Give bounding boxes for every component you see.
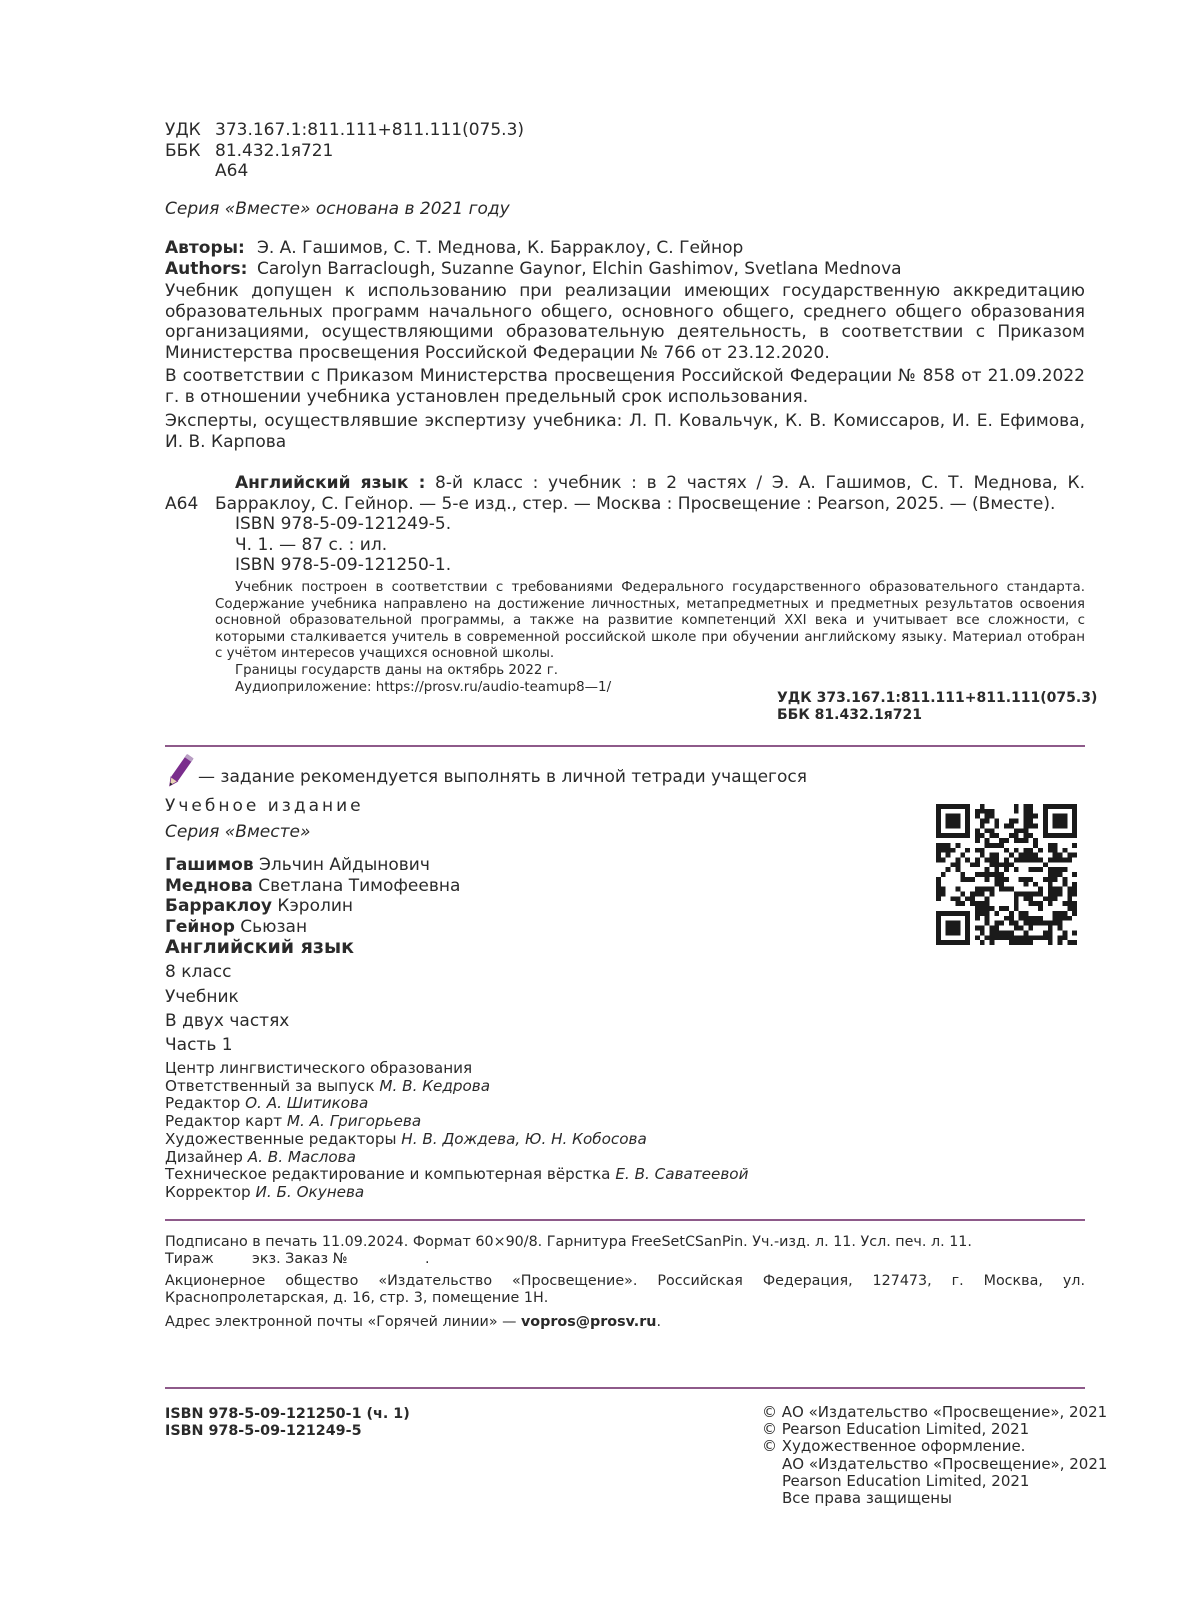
credit-person: Е. В. Саватеевой bbox=[615, 1165, 749, 1184]
credit-person: И. Б. Окунева bbox=[255, 1182, 365, 1201]
credit-row bbox=[165, 1060, 748, 1078]
credit-role: Художественные редакторы bbox=[165, 1129, 397, 1148]
credit-person: М. В. Кедрова bbox=[379, 1076, 491, 1095]
credit-role: Редактор карт bbox=[165, 1112, 283, 1131]
catalog-part: Ч. 1. — 87 с. : ил. bbox=[235, 534, 388, 555]
authors-block bbox=[165, 238, 1085, 279]
credit-row bbox=[165, 1131, 748, 1149]
imprint-tirazh: Тираж bbox=[165, 1251, 214, 1267]
credit-row bbox=[165, 1184, 748, 1202]
author-mark: А64 bbox=[215, 161, 249, 181]
catalog-audio: Аудиоприложение: https://prosv.ru/audio-teamup8—1/ bbox=[235, 680, 612, 695]
credit-person: Н. В. Дождева, Ю. Н. Кобосова bbox=[401, 1129, 647, 1148]
copyright-line: © АО «Издательство «Просвещение», 2021 bbox=[762, 1403, 1108, 1421]
experts-paragraph: Эксперты, осуществлявшие экспертизу учебника: Л. П. Ковальчук, К. В. Комиссаров, И. Е. Ефимова, И. В. Карпова bbox=[165, 411, 1085, 452]
imprint-ekz: экз. Заказ № bbox=[252, 1251, 348, 1267]
author-surname: Меднова bbox=[165, 875, 253, 896]
credit-person: М. А. Григорьева bbox=[286, 1112, 422, 1131]
divider-2 bbox=[165, 1219, 1085, 1221]
catalog-title bbox=[215, 473, 1085, 514]
credit-role: Техническое редактирование и компьютерная вёрстка bbox=[165, 1165, 611, 1184]
qr-code bbox=[936, 804, 1077, 945]
bbk-value: 81.432.1я721 bbox=[215, 140, 334, 161]
edition-parts: В двух частях bbox=[165, 1011, 290, 1031]
credit-role: Дизайнер bbox=[165, 1147, 243, 1166]
credit-role: Центр лингвистического образования bbox=[165, 1059, 473, 1077]
edition-type: Учебник bbox=[165, 987, 239, 1007]
authors-label: Авторы: bbox=[165, 238, 245, 258]
edition-author-row bbox=[165, 917, 460, 938]
copyright-line: © Художественное оформление. bbox=[762, 1437, 1026, 1456]
credit-role: Редактор bbox=[165, 1094, 241, 1113]
credit-role: Ответственный за выпуск bbox=[165, 1076, 375, 1095]
credit-row bbox=[165, 1166, 748, 1184]
author-surname: Гашимов bbox=[165, 855, 254, 875]
author-name: Кэролин bbox=[277, 896, 354, 916]
authors-value: Э. А. Гашимов, С. Т. Меднова, К. Барраклоу, С. Гейнор bbox=[257, 238, 744, 258]
author-surname: Гейнор bbox=[165, 916, 235, 937]
copyright-line: Pearson Education Limited, 2021 bbox=[782, 1471, 1030, 1490]
credit-person: А. В. Маслова bbox=[247, 1147, 356, 1166]
series-founded: Серия «Вместе» основана в 2021 году bbox=[165, 199, 510, 219]
author-name: Сьюзан bbox=[240, 916, 308, 937]
udk-label: УДК bbox=[165, 120, 201, 140]
approval-paragraph: Учебник допущен к использованию при реализации имеющих государственную аккредитацию образовательных программ начального общего, основного общего, среднего общего образования организациями, осуществляющими образовательную деятельность, в соответствии с Приказом Министерства просвещения Российской Федерации № 766 от 23.12.2020. bbox=[165, 281, 1085, 363]
edition-series: Серия «Вместе» bbox=[165, 822, 311, 842]
credit-row bbox=[165, 1149, 748, 1167]
edition-authors bbox=[165, 855, 460, 937]
bbk-label: ББК bbox=[165, 140, 201, 161]
author-surname: Барраклоу bbox=[165, 896, 272, 916]
footer-copyright bbox=[762, 1404, 1107, 1507]
imprint-email-label: Адрес электронной почты «Горячей линии» — bbox=[165, 1314, 517, 1330]
credit-row bbox=[165, 1113, 748, 1131]
edition-author-row bbox=[165, 896, 460, 917]
catalog-isbn-block bbox=[235, 514, 451, 576]
edition-author-row bbox=[165, 855, 460, 876]
pencil-note: — задание рекомендуется выполнять в личной тетради учащегося bbox=[198, 767, 807, 787]
catalog-title-rest: 8-й класс : учебник : в 2 частях / Э. А. Гашимов, С. Т. Меднова, К. Барраклоу, С. Гейнор. — 5-е изд., стер. — Москва : Просвещение : Pearson, 2025. — (Вместе). bbox=[215, 473, 1085, 514]
copyright-line: АО «Издательство «Просвещение», 2021 bbox=[782, 1454, 1108, 1473]
edition-heading: Учебное издание bbox=[165, 796, 364, 816]
imprint-email[interactable]: vopros@prosv.ru bbox=[520, 1314, 657, 1330]
edition-grade: 8 класс bbox=[165, 962, 232, 982]
imprint-publisher: Акционерное общество «Издательство «Просвещение». Российская Федерация, 127473, г. Москва, ул. Краснопролетарская, д. 16, стр. 3, помещение 1Н. bbox=[165, 1273, 1085, 1306]
pencil-icon bbox=[166, 752, 194, 790]
imprint-dot: . bbox=[425, 1251, 430, 1267]
imprint-email-row bbox=[165, 1314, 661, 1331]
credit-role: Корректор bbox=[165, 1182, 251, 1201]
authors-en-value: Carolyn Barraclough, Suzanne Gaynor, Elchin Gashimov, Svetlana Mednova bbox=[257, 258, 902, 279]
credit-row bbox=[165, 1078, 748, 1096]
catalog-title-bold: Английский язык : bbox=[235, 473, 426, 493]
udk-value: 373.167.1:811.111+811.111(075.3) bbox=[215, 120, 525, 140]
credit-row bbox=[165, 1095, 748, 1113]
divider-1 bbox=[165, 745, 1085, 747]
bbk-right: ББК 81.432.1я721 bbox=[777, 707, 922, 723]
term-paragraph: В соответствии с Приказом Министерства просвещения Российской Федерации № 858 от 21.09.2022 г. в отношении учебника установлен предельный срок использования. bbox=[165, 366, 1085, 407]
imprint-email-end: . bbox=[656, 1314, 661, 1330]
divider-3 bbox=[165, 1387, 1085, 1389]
catalog-udk-bbk bbox=[777, 690, 1097, 724]
edition-title: Английский язык bbox=[165, 936, 355, 958]
footer-isbn-block bbox=[165, 1406, 410, 1440]
credit-person: О. А. Шитикова bbox=[245, 1094, 369, 1113]
copyright-line: © Pearson Education Limited, 2021 bbox=[762, 1420, 1030, 1439]
author-name: Эльчин Айдынович bbox=[259, 855, 430, 875]
imprint-block bbox=[165, 1234, 972, 1268]
authors-en-label: Authors: bbox=[165, 258, 248, 279]
author-name: Светлана Тимофеевна bbox=[258, 875, 461, 896]
catalog-annotation: Учебник построен в соответствии с требованиями Федерального государственного образовательного стандарта. Содержание учебника направлено на достижение личностных, метапредметных и предметных результатов освоения основной образовательной программы, а также на развитие компетенций XXI века и учитывает все сложности, с которыми сталкивается учитель в современной российской школе при обучении английскому языку. Материал отобран с учётом интересов учащихся основной школы. bbox=[215, 580, 1085, 661]
catalog-borders: Границы государств даны на октябрь 2022 г. bbox=[235, 663, 558, 678]
edition-part: Часть 1 bbox=[165, 1035, 233, 1055]
udk-block bbox=[165, 120, 524, 182]
imprint-tirazh-row bbox=[165, 1251, 972, 1268]
catalog-isbn1: ISBN 978-5-09-121249-5. bbox=[235, 514, 452, 534]
imprint-line1: Подписано в печать 11.09.2024. Формат 60×90/8. Гарнитура FreeSetCSanPin. Уч.-изд. л. 11. Усл. печ. л. 11. bbox=[165, 1234, 972, 1250]
footer-isbn1: ISBN 978-5-09-121250-1 (ч. 1) bbox=[165, 1406, 410, 1422]
udk-right: УДК 373.167.1:811.111+811.111(075.3) bbox=[777, 690, 1098, 706]
edition-credits bbox=[165, 1060, 748, 1202]
edition-author-row bbox=[165, 876, 460, 897]
catalog-isbn2: ISBN 978-5-09-121250-1. bbox=[235, 555, 452, 575]
footer-isbn2: ISBN 978-5-09-121249-5 bbox=[165, 1423, 362, 1439]
copyright-line: Все права защищены bbox=[782, 1489, 952, 1508]
catalog-mark: А64 bbox=[165, 494, 199, 514]
